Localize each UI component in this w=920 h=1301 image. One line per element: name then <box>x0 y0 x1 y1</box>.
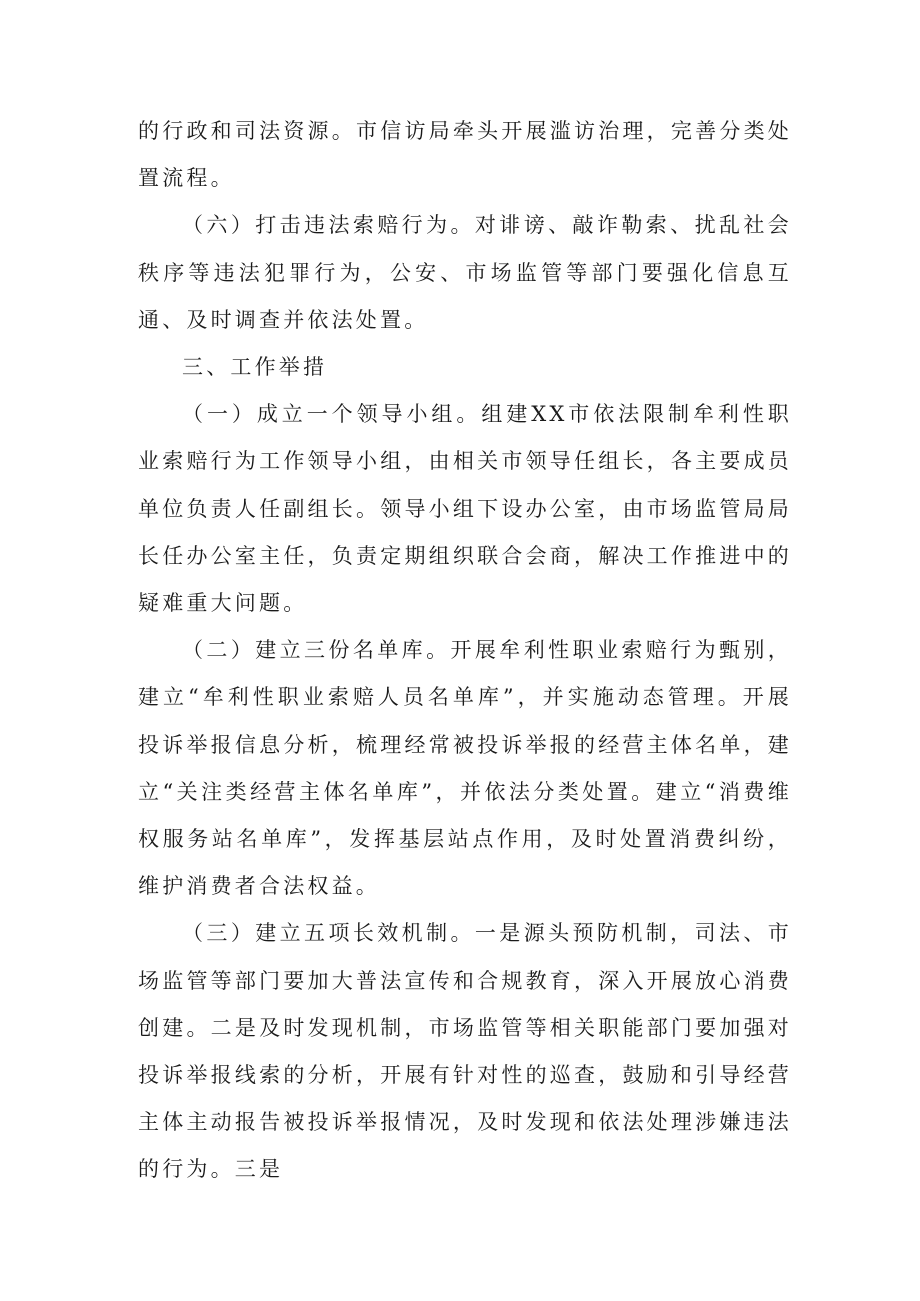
paragraph-item-one: （一）成立一个领导小组。组建XX市依法限制牟利性职业索赔行为工作领导小组，由相关市领导任组长，各主要成员单位负责人任副组长。领导小组下设办公室，由市场监管局局长任办公室主任，负责定期组织联合会商，解决工作推进中的疑难重大问题。 <box>138 402 792 616</box>
paragraph-item-three: （三）建立五项长效机制。一是源头预防机制，司法、市场监管等部门要加大普法宣传和合规教育，深入开展放心消费创建。二是及时发现机制，市场监管等相关职能部门要加强对投诉举报线索的分析，开展有针对性的巡查，鼓励和引导经营主体主动报告被投诉举报情况，及时发现和依法处理涉嫌违法的行为。三是 <box>138 921 792 1182</box>
paragraph-continuation: 的行政和司法资源。市信访局牵头开展滥访治理，完善分类处置流程。 <box>138 119 792 191</box>
paragraph-item-six: （六）打击违法索赔行为。对诽谤、敲诈勒索、扰乱社会秩序等违法犯罪行为，公安、市场监管等部门要强化信息互通、及时调查并依法处置。 <box>138 213 792 332</box>
paragraph-item-two: （二）建立三份名单库。开展牟利性职业索赔行为甄别，建立“牟利性职业索赔人员名单库”，并实施动态管理。开展投诉举报信息分析，梳理经常被投诉举报的经营主体名单，建立“关注类经营主体名单库”，并依法分类处置。建立“消费维权服务站名单库”，发挥基层站点作用，及时处置消费纠纷，维护消费者合法权益。 <box>138 638 792 899</box>
document-body <box>138 108 792 1194</box>
section-heading-work-measures: 三、工作举措 <box>182 355 328 380</box>
